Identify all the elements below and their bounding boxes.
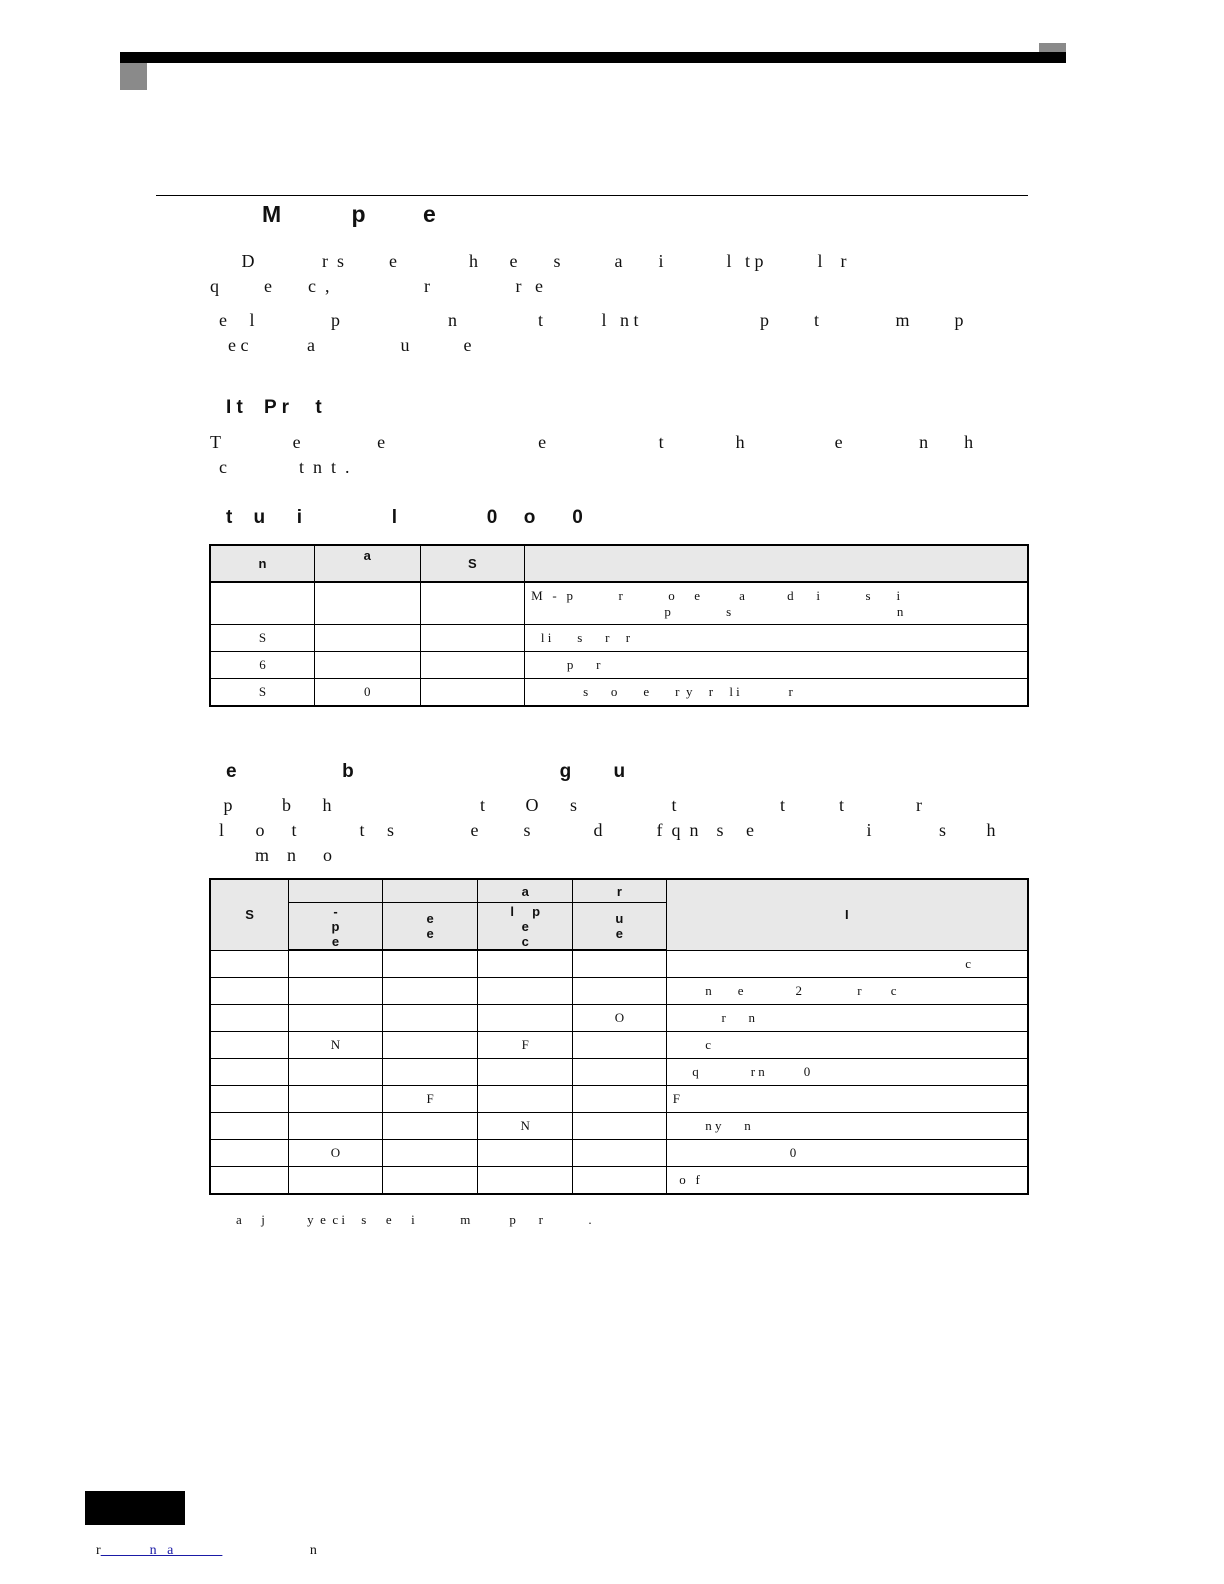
table-cell — [210, 950, 289, 978]
table-cell — [478, 950, 573, 978]
table-cell — [420, 582, 525, 625]
table-2-subheader-cell: - p e — [289, 903, 383, 951]
table-row — [210, 1086, 1028, 1113]
table-cell — [573, 1086, 667, 1113]
table-cell: 0 — [315, 679, 421, 707]
footer-text — [96, 1543, 317, 1559]
table-cell — [382, 1140, 478, 1167]
table-cell: N — [289, 1032, 383, 1059]
footer-page-box — [85, 1491, 185, 1525]
table-cell: p r — [525, 652, 1028, 679]
table-1 — [209, 544, 1029, 707]
table-cell: o f — [666, 1167, 1028, 1195]
table-row — [210, 582, 1028, 625]
table-cell: c — [666, 1032, 1028, 1059]
table-cell — [289, 978, 383, 1005]
paragraph-1-line-1: D r s e h e s a i l t p l r — [210, 251, 847, 271]
table-cell: 0 — [666, 1140, 1028, 1167]
table-cell — [210, 1032, 289, 1059]
paragraph-2-line-2: e c a u e — [210, 335, 472, 355]
table-cell — [289, 1059, 383, 1086]
table-cell — [382, 1113, 478, 1140]
table-1-header-cell: n — [210, 545, 315, 582]
table-cell — [315, 625, 421, 652]
table-cell — [382, 1032, 478, 1059]
table-cell — [289, 950, 383, 978]
table-cell — [382, 978, 478, 1005]
table-cell: F — [478, 1032, 573, 1059]
table-cell — [382, 1005, 478, 1032]
table-cell — [382, 1167, 478, 1195]
table-cell: S — [210, 679, 315, 707]
table-cell: q r n 0 — [666, 1059, 1028, 1086]
heading-input: I t P r t — [226, 397, 322, 418]
table-cell — [382, 1059, 478, 1086]
table-cell — [573, 1140, 667, 1167]
table-cell: O — [289, 1140, 383, 1167]
table-cell — [210, 1113, 289, 1140]
paragraph-3-line-2: c t n t . — [210, 457, 350, 477]
table-row — [210, 1167, 1028, 1195]
paragraph-table-2-line-1: p b h t O s t t t r — [210, 795, 923, 815]
table-cell — [210, 1005, 289, 1032]
section-title: M p e — [262, 201, 436, 227]
table-cell: O — [573, 1005, 667, 1032]
table-cell — [573, 1167, 667, 1195]
table-2-header-cell: r — [573, 879, 667, 903]
table-cell — [289, 1005, 383, 1032]
table-row — [210, 652, 1028, 679]
table-cell: c — [666, 950, 1028, 978]
table-cell — [210, 1140, 289, 1167]
table-cell — [210, 1086, 289, 1113]
table-cell — [573, 950, 667, 978]
table-cell — [573, 1032, 667, 1059]
heading-table-2: e b g u — [226, 761, 626, 782]
table-cell — [210, 1059, 289, 1086]
table-row — [210, 1005, 1028, 1032]
table-cell — [420, 625, 525, 652]
paragraph-table-2-line-3: m n o — [210, 845, 333, 865]
table-cell — [478, 1086, 573, 1113]
footer-prefix: r — [96, 1543, 101, 1558]
footer-link[interactable]: n a — [100, 1543, 223, 1558]
table-row — [210, 1113, 1028, 1140]
paragraph-2-line-1: e l p n t l n t p t m p — [210, 310, 964, 330]
table-cell — [289, 1113, 383, 1140]
table-cell — [573, 978, 667, 1005]
table-1-header-cell: a — [315, 545, 421, 582]
table-row — [210, 978, 1028, 1005]
table-cell — [289, 1167, 383, 1195]
table-cell — [478, 1140, 573, 1167]
table-cell: n e 2 r c — [666, 978, 1028, 1005]
table-cell — [478, 1167, 573, 1195]
table-cell — [478, 978, 573, 1005]
footer-suffix: n — [222, 1543, 317, 1558]
table-cell: F — [666, 1086, 1028, 1113]
table-2-header-cell: a — [478, 879, 573, 903]
paragraph-3-line-1: T e e e t h e n h — [210, 432, 974, 452]
paragraph-1-line-2: q e c , r r e — [210, 276, 543, 296]
table-cell — [210, 1167, 289, 1195]
table-cell: l i s r r — [525, 625, 1028, 652]
table-cell — [573, 1059, 667, 1086]
table-row — [210, 625, 1028, 652]
table-cell: n y n — [666, 1113, 1028, 1140]
table-1-header-cell: S — [420, 545, 525, 582]
table-2-subheader-cell: l p e c — [478, 903, 573, 951]
table-cell: 6 — [210, 652, 315, 679]
table-row — [210, 950, 1028, 978]
paragraph-table-2-line-2: l o t t s e s d f q n s e i s h — [210, 820, 996, 840]
table-cell — [382, 950, 478, 978]
table-cell — [420, 679, 525, 707]
table-cell: S — [210, 625, 315, 652]
table-cell: s o e r y r l i r — [525, 679, 1028, 707]
table-2 — [209, 878, 1029, 1195]
table-2-header-cell — [289, 879, 383, 903]
table-row — [210, 1032, 1028, 1059]
table-2-header-cell: S — [210, 879, 289, 950]
table-row — [210, 679, 1028, 707]
table-2-header-cell — [382, 879, 478, 903]
table-2-subheader-cell: e e — [382, 903, 478, 951]
table-cell — [478, 1059, 573, 1086]
table-row — [210, 1059, 1028, 1086]
table-2-header-cell: I — [666, 879, 1028, 950]
table-cell — [315, 652, 421, 679]
table-cell — [289, 1086, 383, 1113]
table-cell — [478, 1005, 573, 1032]
table-cell: M - p r o e a d i s i p s n — [525, 582, 1028, 625]
table-cell: N — [478, 1113, 573, 1140]
heading-table-1: t u i l 0 o 0 — [226, 507, 583, 528]
table-1-header-row — [210, 545, 1028, 582]
header-square-left — [120, 63, 147, 90]
table-cell — [315, 582, 421, 625]
table-1-header-cell — [525, 545, 1028, 582]
table-cell: r n — [666, 1005, 1028, 1032]
table-note: a j y e c i s e i m p r . — [236, 1212, 592, 1227]
table-cell — [573, 1113, 667, 1140]
table-2-header-row-top — [210, 879, 1028, 903]
section-rule — [156, 195, 1028, 196]
header-bar — [120, 52, 1066, 63]
table-2-subheader-cell: u e — [573, 903, 667, 951]
table-cell — [210, 978, 289, 1005]
table-row — [210, 1140, 1028, 1167]
table-cell — [210, 582, 315, 625]
table-cell: F — [382, 1086, 478, 1113]
table-cell — [420, 652, 525, 679]
